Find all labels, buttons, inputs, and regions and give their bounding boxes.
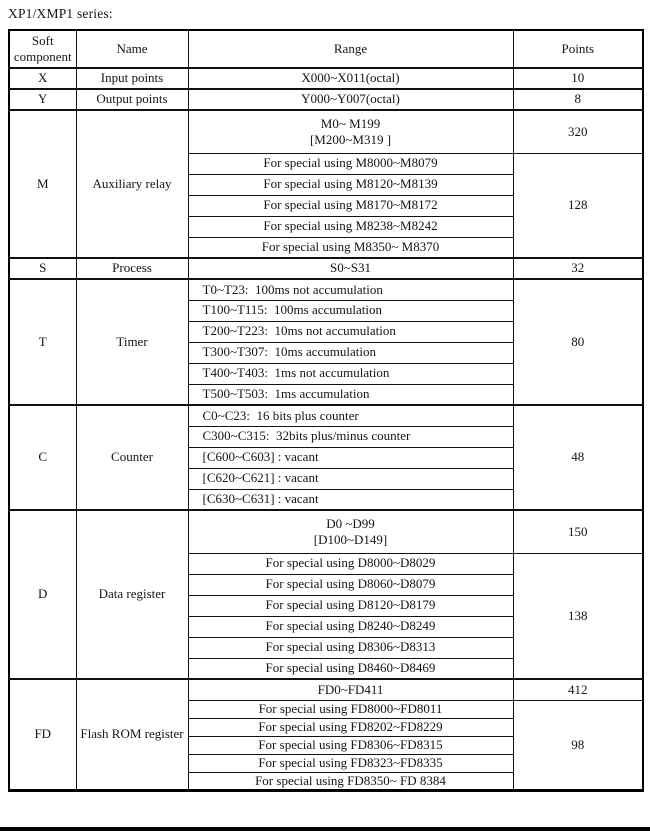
row-fd-main <box>9 679 643 700</box>
name-cell: Output points <box>76 89 188 110</box>
component-cell: S <box>9 258 76 279</box>
header-name: Name <box>76 30 188 68</box>
page-title: XP1/XMP1 series: <box>8 6 113 21</box>
range-line-1: D0 ~D99 <box>326 515 375 531</box>
header-range: Range <box>188 30 513 68</box>
points-cell: 138 <box>513 553 643 679</box>
range-cell: For special using D8060~D8079 <box>188 574 513 595</box>
range-cell: For special using M8120~M8139 <box>188 174 513 195</box>
name-cell: Input points <box>76 68 188 89</box>
range-cell: FD0~FD411 <box>188 679 513 700</box>
range-cell: For special using D8306~D8313 <box>188 637 513 658</box>
row-d-main <box>9 510 643 553</box>
range-cell: For special using D8120~D8179 <box>188 595 513 616</box>
component-cell: D <box>9 510 76 679</box>
points-cell: 150 <box>513 510 643 553</box>
range-line-1: M0~ M199 <box>320 115 381 131</box>
points-cell: 8 <box>513 89 643 110</box>
row-t <box>9 279 643 300</box>
name-cell: Data register <box>76 510 188 679</box>
points-cell: 412 <box>513 679 643 700</box>
range-cell: For special using M8170~M8172 <box>188 195 513 216</box>
name-cell: Counter <box>76 405 188 510</box>
range-cell: C300~C315: 32bits plus/minus counter <box>188 426 513 447</box>
range-cell: For special using FD8323~FD8335 <box>188 754 513 772</box>
range-cell: For special using M8238~M8242 <box>188 216 513 237</box>
points-cell: 32 <box>513 258 643 279</box>
range-cell <box>188 110 513 153</box>
points-cell: 10 <box>513 68 643 89</box>
range-line-2: [M200~M319 ] <box>309 131 392 147</box>
component-cell: T <box>9 279 76 405</box>
page-bottom-rule <box>0 827 650 831</box>
range-cell: For special using FD8202~FD8229 <box>188 718 513 736</box>
range-cell: S0~S31 <box>188 258 513 279</box>
points-cell: 48 <box>513 405 643 510</box>
points-cell: 320 <box>513 110 643 153</box>
header-points: Points <box>513 30 643 68</box>
points-cell: 80 <box>513 279 643 405</box>
range-cell: For special using D8000~D8029 <box>188 553 513 574</box>
range-cell: T100~T115: 100ms accumulation <box>188 300 513 321</box>
range-cell: For special using M8350~ M8370 <box>188 237 513 258</box>
component-cell: X <box>9 68 76 89</box>
name-cell: Timer <box>76 279 188 405</box>
range-cell: T200~T223: 10ms not accumulation <box>188 321 513 342</box>
header-row <box>9 30 643 68</box>
range-cell: [C600~C603] : vacant <box>188 447 513 468</box>
row-x <box>9 68 643 89</box>
points-cell: 98 <box>513 700 643 790</box>
range-cell: Y000~Y007(octal) <box>188 89 513 110</box>
range-cell: T400~T403: 1ms not accumulation <box>188 363 513 384</box>
range-cell: C0~C23: 16 bits plus counter <box>188 405 513 426</box>
name-cell: Flash ROM register <box>76 679 188 790</box>
component-cell: M <box>9 110 76 258</box>
row-m-main <box>9 110 643 153</box>
row-y <box>9 89 643 110</box>
range-cell: For special using FD8306~FD8315 <box>188 736 513 754</box>
range-cell: For special using FD8000~FD8011 <box>188 700 513 718</box>
range-cell <box>188 510 513 553</box>
range-cell: For special using D8460~D8469 <box>188 658 513 679</box>
components-table <box>8 29 644 792</box>
component-cell: FD <box>9 679 76 790</box>
points-cell: 128 <box>513 153 643 258</box>
range-cell: T500~T503: 1ms accumulation <box>188 384 513 405</box>
range-cell: T0~T23: 100ms not accumulation <box>188 279 513 300</box>
range-cell: [C630~C631] : vacant <box>188 489 513 510</box>
component-cell: C <box>9 405 76 510</box>
range-cell: [C620~C621] : vacant <box>188 468 513 489</box>
range-cell: For special using M8000~M8079 <box>188 153 513 174</box>
name-cell: Auxiliary relay <box>76 110 188 258</box>
row-s <box>9 258 643 279</box>
range-line-2: [D100~D149] <box>313 531 388 547</box>
range-cell: For special using FD8350~ FD 8384 <box>188 772 513 790</box>
header-soft-component: Soft component <box>9 30 76 68</box>
name-cell: Process <box>76 258 188 279</box>
range-cell: T300~T307: 10ms accumulation <box>188 342 513 363</box>
row-c <box>9 405 643 426</box>
component-cell: Y <box>9 89 76 110</box>
range-cell: For special using D8240~D8249 <box>188 616 513 637</box>
range-cell: X000~X011(octal) <box>188 68 513 89</box>
